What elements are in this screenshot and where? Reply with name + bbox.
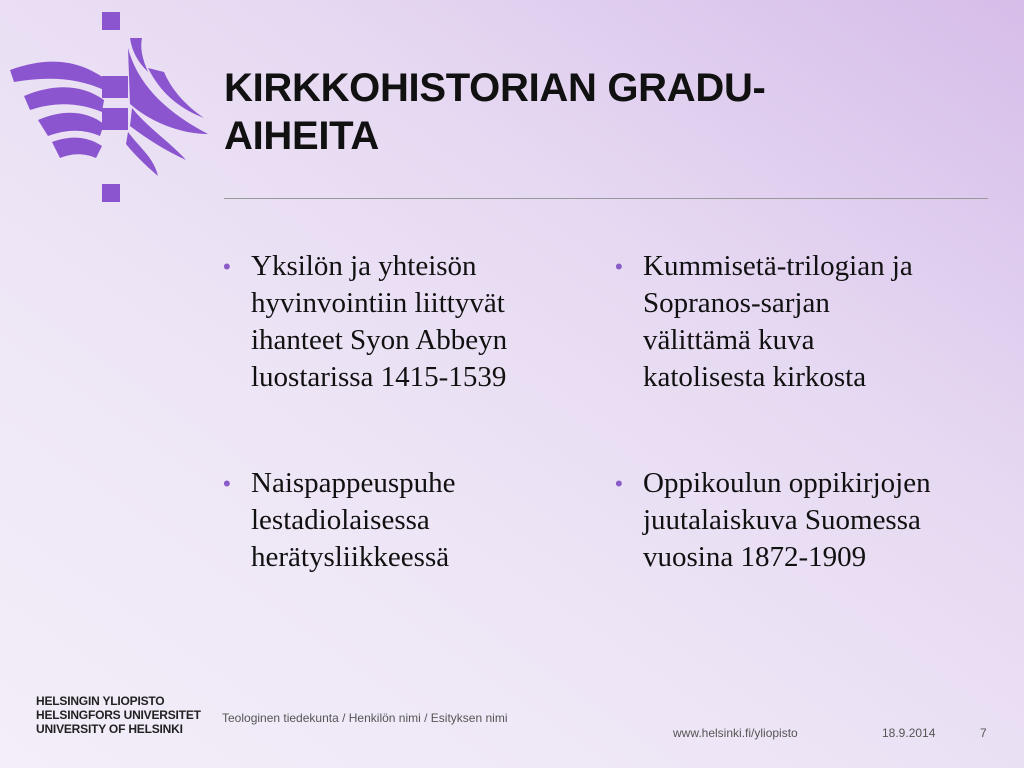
bullet-line: Oppikoulun oppikirjojen — [643, 467, 931, 499]
bullet-line: katolisesta kirkosta — [643, 361, 867, 393]
university-flame-logo-icon — [8, 8, 218, 208]
left-bullet-column — [222, 248, 582, 645]
bullet-dot-icon: • — [223, 471, 231, 496]
right-bullet-column — [614, 248, 974, 645]
slide-title — [224, 64, 944, 160]
bullet-line: herätysliikkeessä — [251, 541, 450, 573]
bullet-line: juutalaiskuva Suomessa — [643, 504, 921, 536]
title-divider — [224, 198, 988, 199]
bullet-item — [222, 248, 582, 396]
bullet-line: Sopranos-sarjan — [643, 287, 830, 319]
slide-title-line-1: KIRKKOHISTORIAN GRADU- — [224, 66, 766, 110]
page-number: 7 — [980, 726, 987, 740]
university-name-sv: HELSINGFORS UNIVERSITET — [36, 708, 201, 722]
bullet-line: lestadiolaisessa — [251, 504, 430, 536]
bullet-dot-icon: • — [615, 254, 623, 279]
university-name — [36, 694, 201, 736]
bullet-dot-icon: • — [615, 471, 623, 496]
bullet-line: vuosina 1872-1909 — [643, 541, 867, 573]
footer-department: Teologinen tiedekunta / Henkilön nimi / Esityksen nimi — [222, 711, 508, 725]
bullet-line: Kummisetä-trilogian ja — [643, 250, 913, 282]
bullet-item — [614, 465, 974, 576]
bullet-item — [614, 248, 974, 396]
slide-title-line-2: AIHEITA — [224, 114, 379, 158]
bullet-line: Naispappeuspuhe — [251, 467, 456, 499]
university-name-en: UNIVERSITY OF HELSINKI — [36, 722, 183, 736]
footer-date: 18.9.2014 — [882, 726, 936, 740]
bullet-line: Yksilön ja yhteisön — [251, 250, 477, 282]
footer-url: www.helsinki.fi/yliopisto — [673, 726, 798, 740]
bullet-item — [222, 465, 582, 576]
bullet-dot-icon: • — [223, 254, 231, 279]
bullet-line: välittämä kuva — [643, 324, 815, 356]
university-name-fi: HELSINGIN YLIOPISTO — [36, 694, 165, 708]
bullet-line: luostarissa 1415-1539 — [251, 361, 507, 393]
bullet-line: hyvinvointiin liittyvät — [251, 287, 505, 319]
bullet-line: ihanteet Syon Abbeyn — [251, 324, 508, 356]
